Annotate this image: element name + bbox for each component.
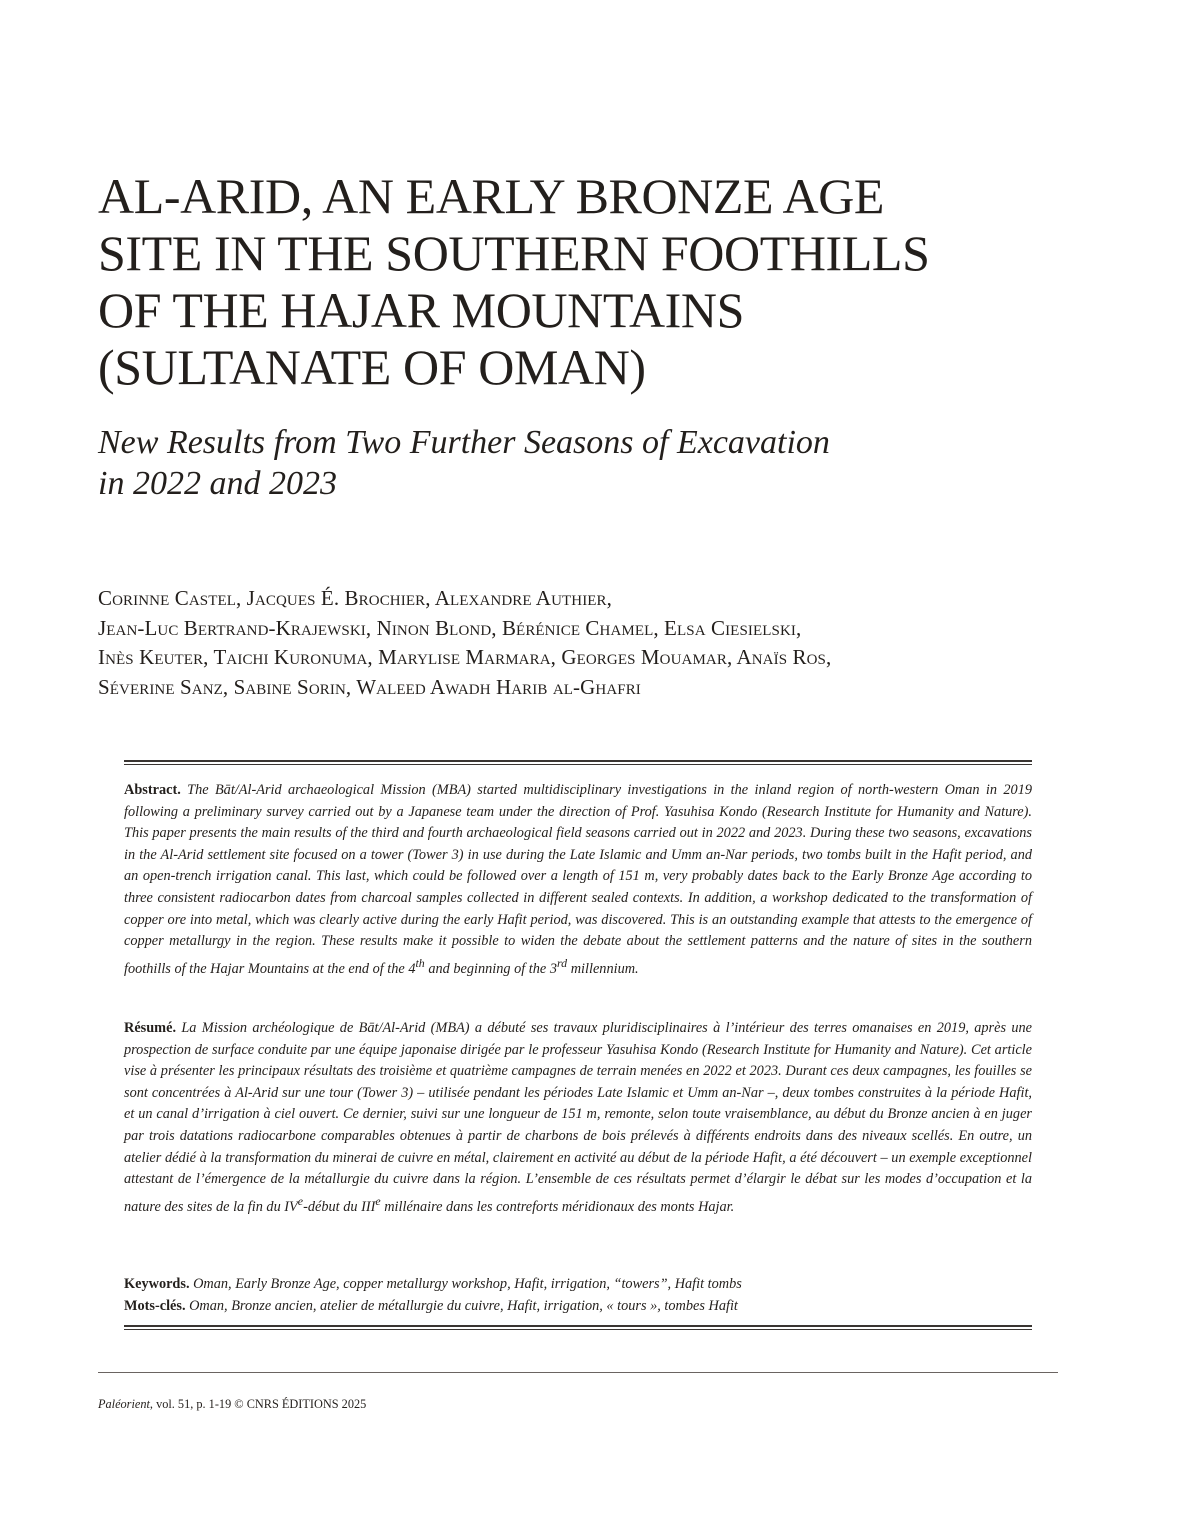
title-line: AL-ARID, AN EARLY BRONZE AGE [98, 168, 885, 224]
bottom-double-rule [124, 1325, 1032, 1330]
resume-text-part: La Mission archéologique de Bāt/Al-Arid (MBA) a débuté ses travaux pluridisciplinaires à l’intérieur des terres omanaises en 2019, après une prospection de surface conduite par une équipe japonaise dirigée par le professeur Yasuhisa Kondo (Research Institute for Humanity and Nature). Cet article vise à présenter les principaux résultats des troisième et quatrième campagnes de terrain menées en 2022 et 2023. Durant ces deux campagnes, les fouilles se sont concentrées à Al-Arid sur une tour (Tower 3) – utilisée pendant les périodes Late Islamic et Umm an-Nar –, deux tombes construites à la période Hafit, et un canal d’irrigation à ciel ouvert. Ce dernier, suivi sur une longueur de 151 m, remonte, selon toute vraisemblance, au début du Bronze ancien à en juger par trois datations radiocarbone comparables obtenues à partir de charbons de bois prélevés à différents endroits dans des niveaux scellés. En outre, un atelier dédié à la transformation du minerai de cuivre en métal, clairement en activité au début de la période Hafit, a été découvert – un exemple exceptionnel attestant de l’émergence de la métallurgie du cuivre dans la région. L’ensemble de ces résultats permet d’élargir le débat sur les modes d’occupation et la nature des sites de la fin du IV [124, 1020, 1032, 1215]
abstract-text-part: millennium. [567, 960, 639, 977]
resume-paragraph [124, 1018, 1032, 1218]
subtitle-line: New Results from Two Further Seasons of Excavation [98, 424, 830, 461]
author-line: Inès Keuter, Taichi Kuronuma, Marylise Marmara, Georges Mouamar, Anaïs Ros, [98, 645, 832, 669]
citation-info: , vol. 51, p. 1-19 © CNRS ÉDITIONS 2025 [149, 1397, 367, 1411]
resume-label: Résumé. [124, 1020, 177, 1036]
mots-cles-text: Oman, Bronze ancien, atelier de métallurgie du cuivre, Hafit, irrigation, « tours », tombes Hafit [189, 1298, 738, 1314]
subtitle-line: in 2022 and 2023 [98, 465, 337, 502]
keywords-label: Keywords. [124, 1276, 190, 1292]
resume-text [124, 1020, 1032, 1215]
footer-divider [98, 1372, 1058, 1373]
superscript: th [415, 955, 425, 970]
page-footer [98, 1396, 366, 1412]
superscript: rd [556, 955, 568, 970]
author-list [98, 584, 1108, 702]
abstract-text-part: The Bāt/Al-Arid archaeological Mission (MBA) started multidisciplinary investigations in the inland region of north-western Oman in 2019 following a preliminary survey carried out by a Japanese team under the direction of Prof. Yasuhisa Kondo (Research Institute for Humanity and Nature). This paper presents the main results of the third and fourth archaeological field seasons carried out in 2022 and 2023. During these two seasons, excavations in the Al-Arid settlement site focused on a tower (Tower 3) in use during the Late Islamic and Umm an-Nar periods, two tombs built in the Hafit period, and an open-trench irrigation canal. This last, which could be followed over a length of 151 m, very probably dates back to the Early Bronze Age according to three consistent radiocarbon dates from charcoal samples collected in different sealed contexts. In addition, a workshop dedicated to the transformation of copper ore into metal, which was clearly active during the early Hafit period, was discovered. This is an outstanding example that attests to the emergence of copper metallurgy in the region. These results make it possible to widen the debate about the settlement patterns and the nature of sites in the southern foothills of the Hajar Mountains at the end of the 4 [124, 782, 1032, 977]
mots-cles-line [124, 1296, 1032, 1318]
keywords-text: Oman, Early Bronze Age, copper metallurgy workshop, Hafit, irrigation, “towers”, Hafit tombs [193, 1276, 742, 1292]
article-subtitle [98, 422, 1098, 504]
journal-name: Paléorient [98, 1397, 150, 1411]
top-double-rule [124, 760, 1032, 765]
resume-text-part: -début du III [303, 1198, 376, 1215]
abstract-label: Abstract. [124, 782, 181, 798]
abstract-paragraph [124, 780, 1032, 980]
mots-cles-label: Mots-clés. [124, 1298, 186, 1314]
author-line: Séverine Sanz, Sabine Sorin, Waleed Awadh Harib al-Ghafri [98, 674, 641, 699]
article-title [98, 168, 1108, 396]
author-line: Corinne Castel, Jacques É. Brochier, Alexandre Authier, [98, 586, 613, 610]
author-line: Jean-Luc Bertrand-Krajewski, Ninon Blond, Bérénice Chamel, Elsa Ciesielski, [98, 615, 802, 640]
title-line: (SULTANATE OF OMAN) [98, 339, 646, 395]
abstract-text [124, 782, 1032, 977]
title-line: SITE IN THE SOUTHERN FOOTHILLS [98, 225, 930, 281]
superscript: e [297, 1193, 304, 1208]
title-line: OF THE HAJAR MOUNTAINS [98, 282, 745, 338]
resume-text-part: millénaire dans les contreforts méridionaux des monts Hajar. [380, 1198, 735, 1215]
abstract-box [124, 760, 1032, 1330]
abstract-text-part: and beginning of the 3 [424, 960, 557, 977]
keywords-line [124, 1274, 1032, 1296]
superscript: e [375, 1193, 381, 1208]
